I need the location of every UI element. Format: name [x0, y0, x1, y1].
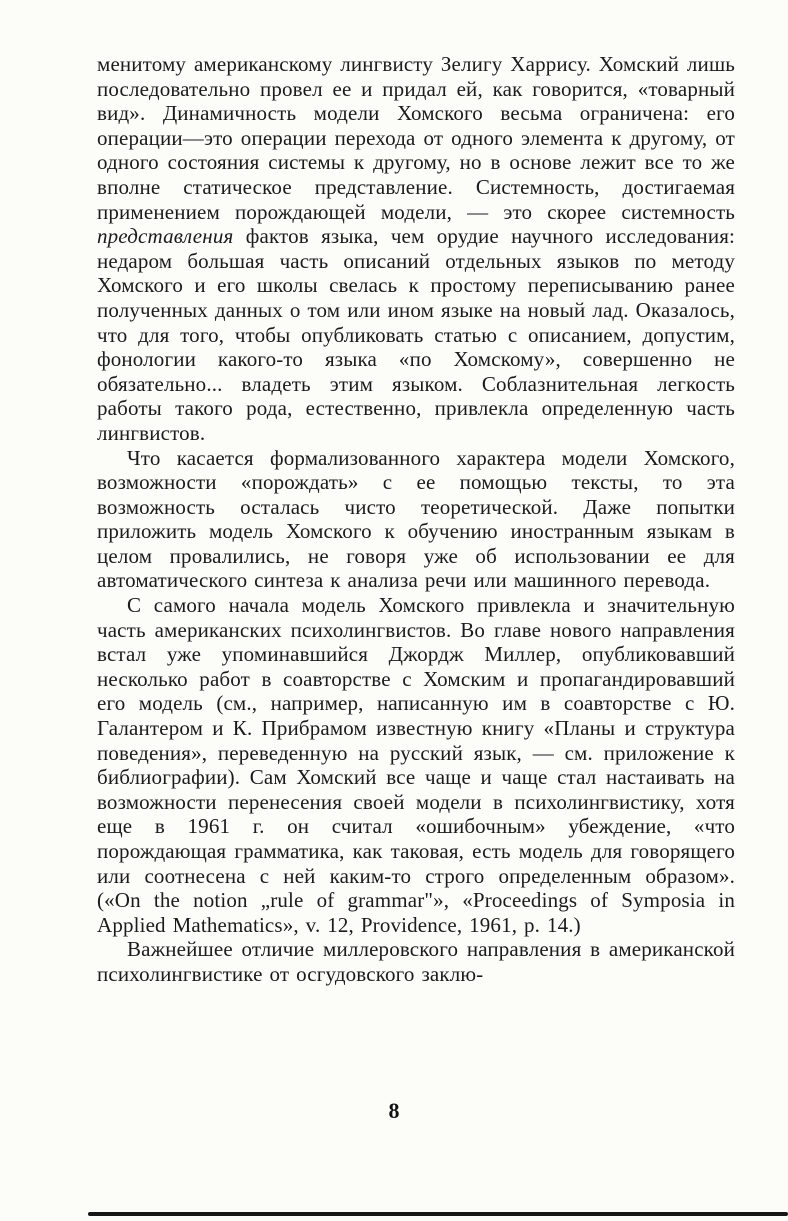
paragraph: [97, 937, 735, 986]
body-text: С самого начала модель Хомского привлекла и значительную часть американских психолингвистов. Во главе нового направления встал уже упоминавшийся Джордж Миллер, опубликовавший несколько работ в соавторстве с Хомским и пропагандировавший его модель (см., например, написанную им в соавторстве с Ю. Галантером и К. Прибрамом известную книгу «Планы и структура поведения», переведенную на русский язык, — см. приложение к библиографии). Сам Хомский все чаще и чаще стал настаивать на возможности перенесения своей модели в психолингвистику, хотя еще в 1961 г. он считал «ошибочным» убеждение, «что порождающая грамматика, как таковая, есть модель для говорящего или соотнесена с ней каким-то строго определенным образом». («On the notion „rule of grammar"», «Proceedings of Symposia in Applied Mathematics», v. 12, Providence, 1961, p. 14.): [97, 593, 735, 937]
paragraph: [97, 52, 735, 446]
scan-edge: [88, 1212, 788, 1216]
text-block: [97, 52, 735, 987]
body-text: Важнейшее отличие миллеровского направления в американской психолингвистике от осгудовского заклю-: [97, 937, 735, 986]
paragraph: [97, 446, 735, 594]
body-text: фактов языка, чем орудие научного исследования: недаром большая часть описаний отдельных языков по методу Хомского и его школы свелась к простому переписыванию ранее полученных данных о том или ином языке на новый лад. Оказалось, что для того, чтобы опубликовать статью с описанием, допустим, фонологии какого-то языка «по Хомскому», совершенно не обязательно... владеть этим языком. Соблазнительная легкость работы такого рода, естественно, привлекла определенную часть лингвистов.: [97, 224, 735, 445]
body-text: менитому американскому лингвисту Зелигу Харрису. Хомский лишь последовательно провел ее и придал ей, как говорится, «товарный вид». Динамичность модели Хомского весьма ограничена: его операции—это операции перехода от одного элемента к другому, от одного состояния системы к другому, но в основе лежит все то же вполне статическое представление. Системность, достигаемая применением порождающей модели, — это скорее системность: [97, 52, 735, 224]
italic-text: представления: [97, 224, 234, 249]
paragraph: [97, 593, 735, 937]
page-number: 8: [388, 1098, 400, 1123]
body-text: Что касается формализованного характера модели Хомского, возможности «порождать» с ее помощью тексты, то эта возможность осталась чисто теоретической. Даже попытки приложить модель Хомского к обучению иностранным языкам в целом провалились, не говоря уже об использовании ее для автоматического синтеза к анализа речи или машинного перевода.: [97, 445, 735, 593]
